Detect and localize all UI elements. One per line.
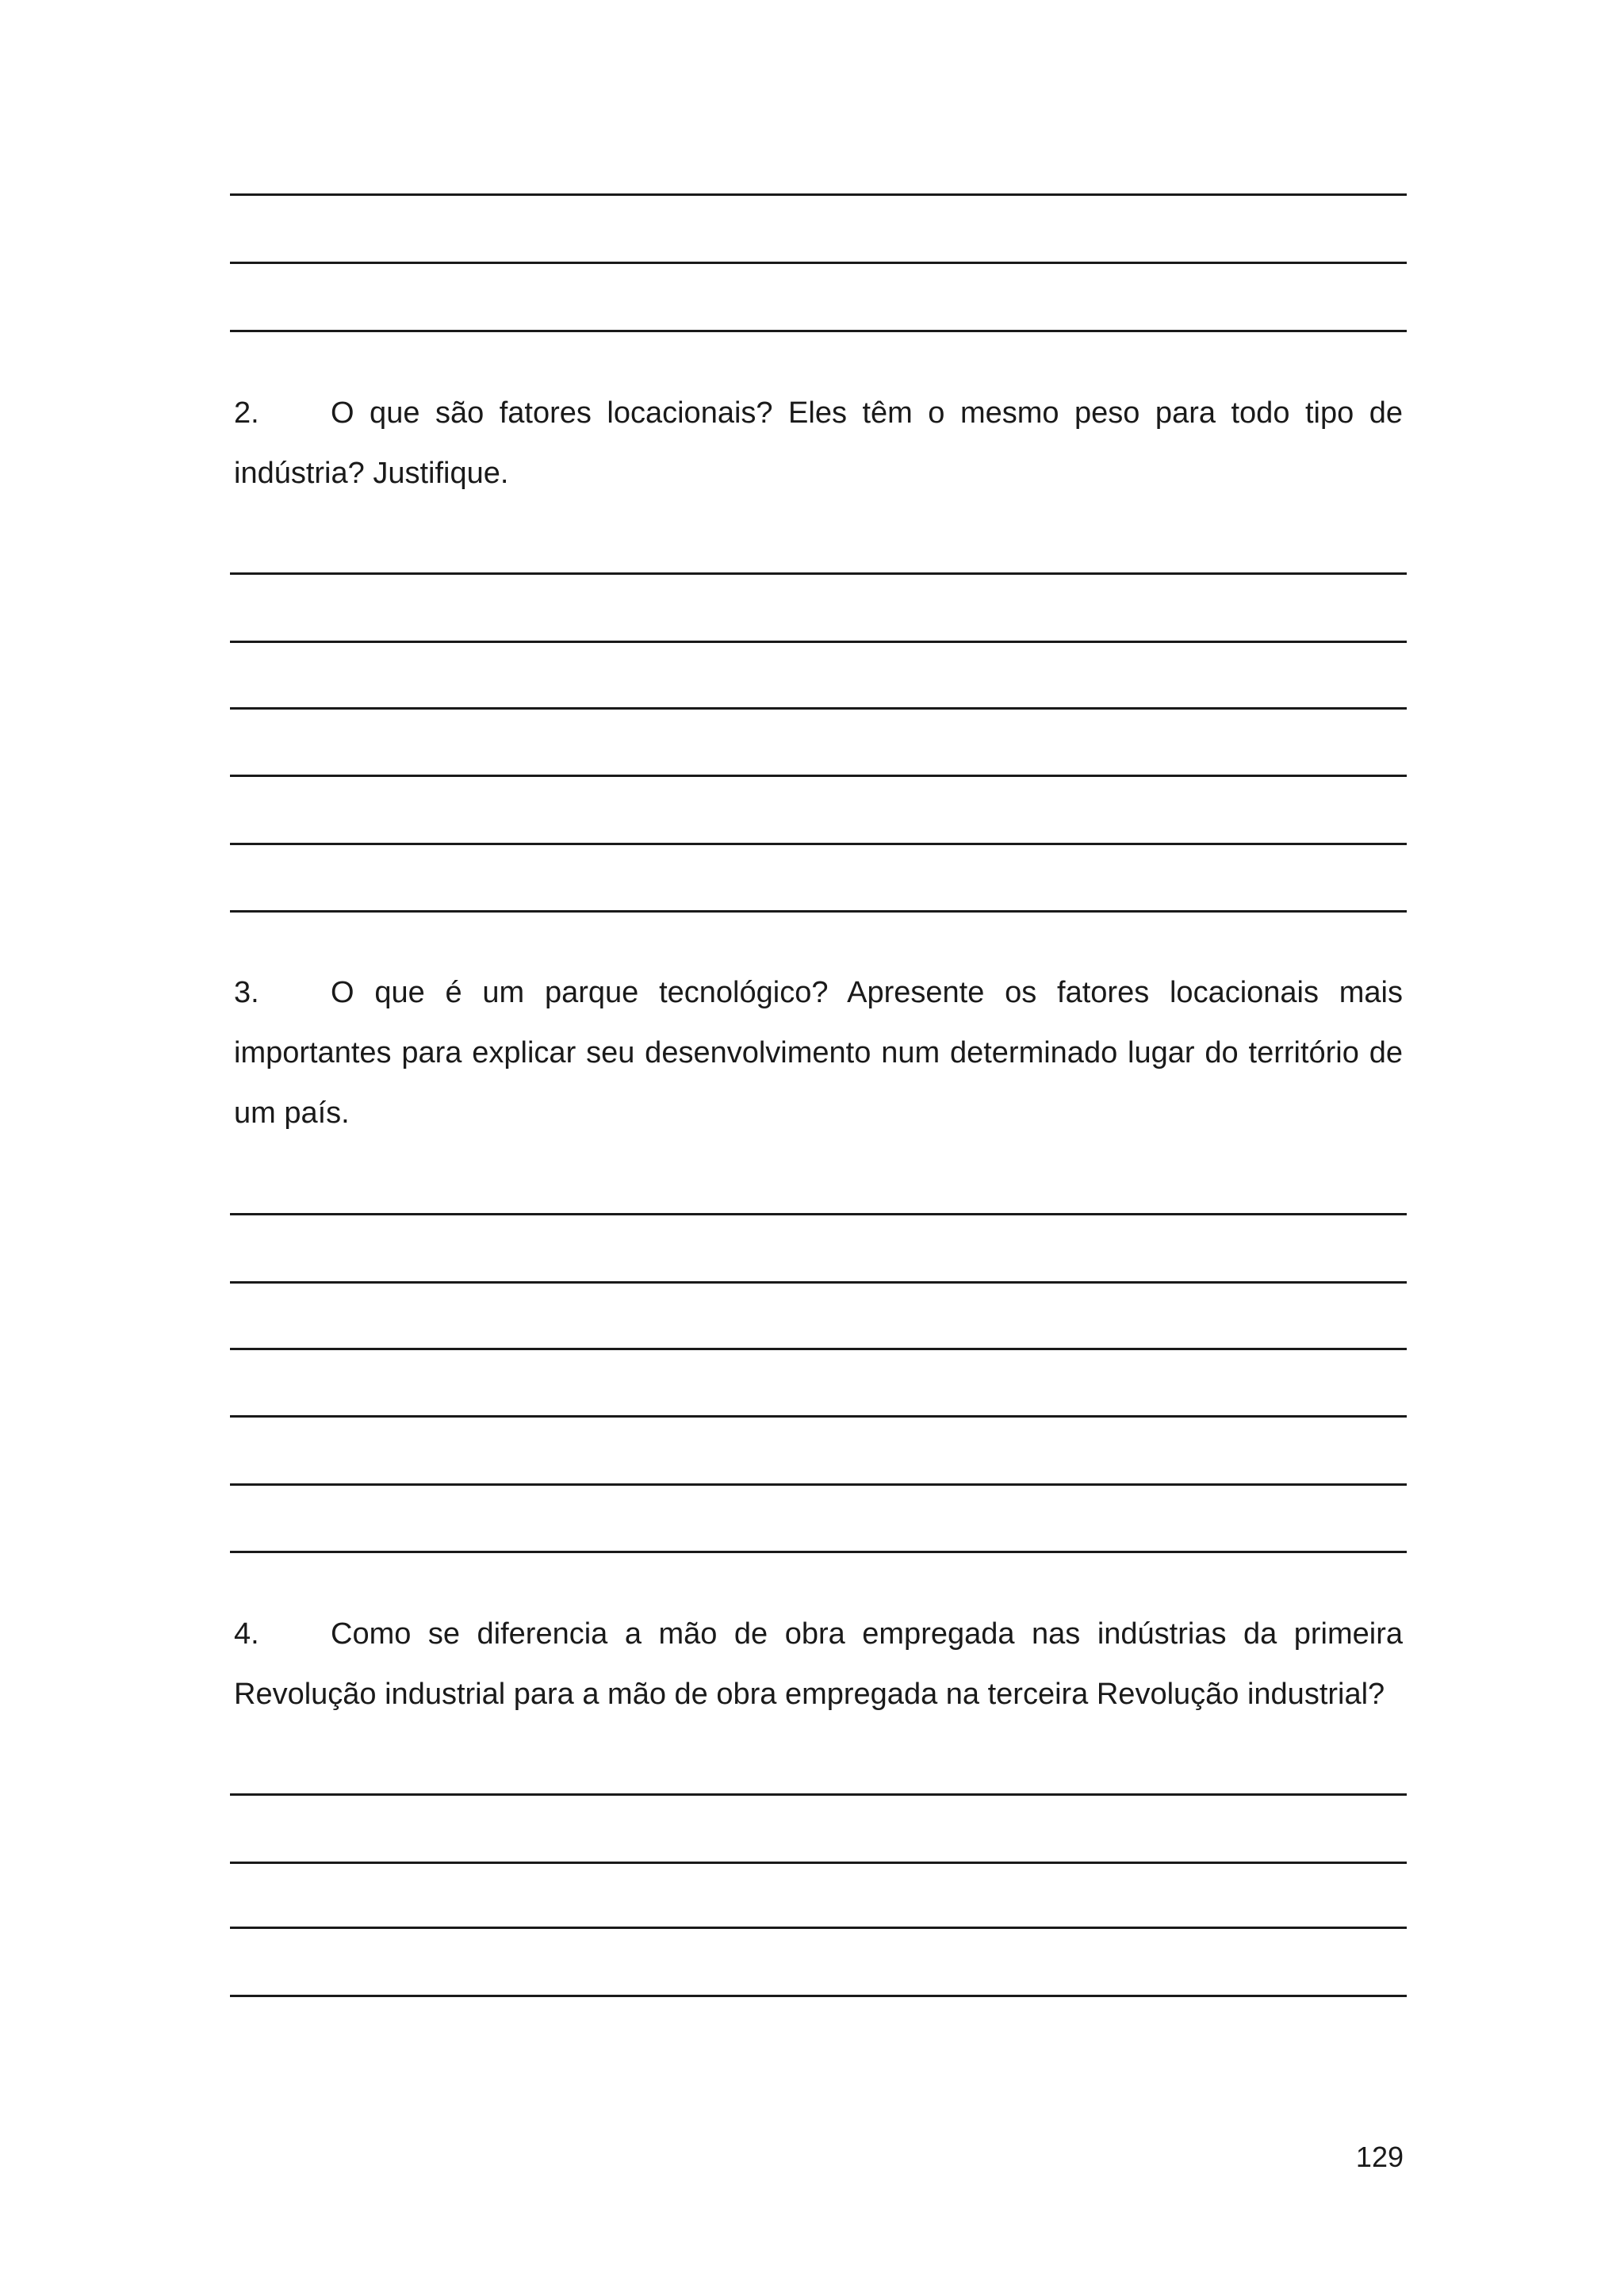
answer-line[interactable] [230,262,1407,264]
question-number: 2. [234,396,259,430]
question-number: 3. [234,976,259,1009]
answer-line[interactable] [230,1551,1407,1553]
question-2 [234,383,1403,503]
answer-line[interactable] [230,707,1407,710]
question-text: Como se diferencia a mão de obra empregada nas indústrias da primeira Revolução industrial para a mão de obra empregada na terceira Revolução industrial? [234,1617,1403,1711]
answer-line[interactable] [230,1862,1407,1864]
question-text: O que é um parque tecnológico? Apresente os fatores locacionais mais importantes para explicar seu desenvolvimento num determinado lugar do território de um país. [234,976,1403,1130]
answer-line[interactable] [230,330,1407,332]
answer-line[interactable] [230,1213,1407,1215]
answer-line[interactable] [230,1348,1407,1350]
question-4 [234,1604,1403,1724]
answer-line[interactable] [230,843,1407,845]
answer-line[interactable] [230,1483,1407,1486]
answer-line[interactable] [230,1793,1407,1796]
question-3 [234,962,1403,1143]
answer-line[interactable] [230,1415,1407,1418]
answer-line[interactable] [230,1995,1407,1997]
question-text: O que são fatores locacionais? Eles têm o mesmo peso para todo tipo de indústria? Justifique. [234,396,1403,490]
answer-line[interactable] [230,910,1407,913]
answer-line[interactable] [230,1281,1407,1284]
answer-line[interactable] [230,1927,1407,1929]
answer-line[interactable] [230,193,1407,196]
answer-line[interactable] [230,641,1407,643]
question-number: 4. [234,1617,259,1651]
answer-line[interactable] [230,572,1407,575]
answer-line[interactable] [230,775,1407,777]
page-number: 129 [1355,2141,1404,2173]
